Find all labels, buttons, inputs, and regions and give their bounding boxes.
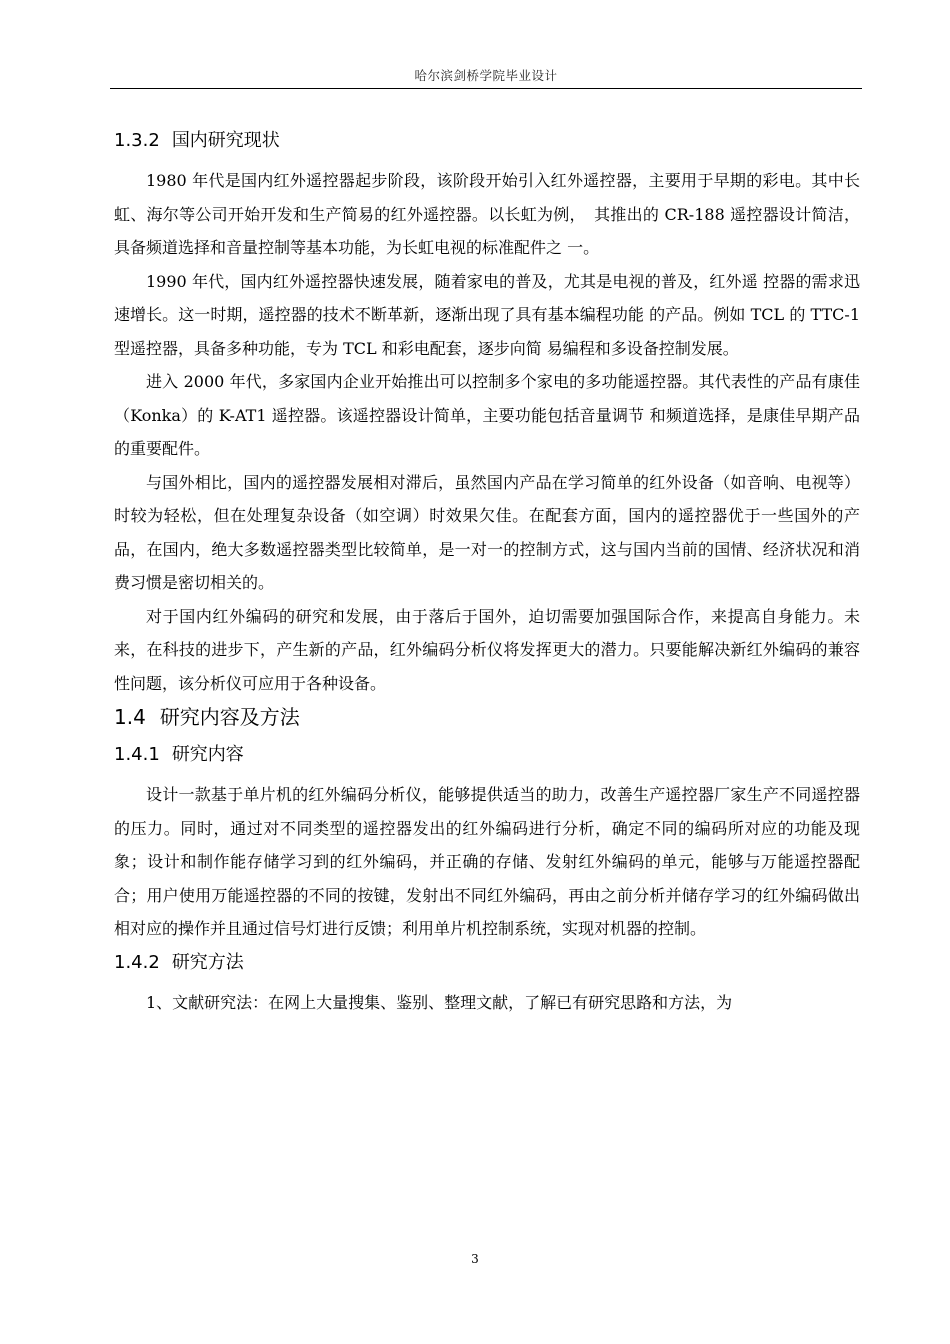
paragraph-1990s: 1990 年代，国内红外遥控器快速发展，随着家电的普及，尤其是电视的普及，红外遥 控器的需求迅速增长。这一时期，遥控器的技术不断革新，逐渐出现了具有基本编程功能 的产品。例如 TCL 的 TTC-1 型遥控器，具备多种功能，专为 TCL 和彩电配套，逐步向简 易编程和多设备控制发展。 — [114, 271, 860, 358]
section-number: 1.4.2 — [114, 951, 160, 973]
paragraph-comparison: 与国外相比，国内的遥控器发展相对滞后，虽然国内产品在学习简单的红外设备（如音响、电视等）时较为轻松，但在处理复杂设备（如空调）时效果欠佳。在配套方面，国内的遥控器优于一些国外的产品，在国内，绝大多数遥控器类型比较简单，是一对一的控制方式，这与国内当前的国情、经济状况和消费习惯是密切相关的。 — [114, 472, 860, 592]
section-number: 1.4.1 — [114, 744, 160, 765]
document-body — [114, 126, 860, 1019]
paragraph-research-method-1: 1、文献研究法：在网上大量搜集、鉴别、整理文献，了解已有研究思路和方法，为 — [146, 992, 733, 1012]
header-divider — [110, 88, 862, 89]
section-heading-1-4-1 — [114, 740, 860, 778]
section-title: 国内研究现状 — [171, 130, 280, 151]
section-title: 研究内容 — [171, 744, 244, 765]
page-number: 3 — [471, 1252, 479, 1266]
paragraph-2000s: 进入 2000 年代，多家国内企业开始推出可以控制多个家电的多功能遥控器。其代表性的产品有康佳（Konka）的 K-AT1 遥控器。该遥控器设计简单，主要功能包括音量调节 和频道选择，是康佳早期产品的重要配件。 — [114, 372, 860, 458]
paragraph-future: 对于国内红外编码的研究和发展，由于落后于国外，迫切需要加强国际合作，来提高自身能力。未来，在科技的进步下，产生新的产品，红外编码分析仪将发挥更大的潜力。只要能解决新红外编码的兼容性问题，该分析仪可应用于各种设备。 — [114, 606, 860, 693]
section-title: 研究内容及方法 — [159, 705, 300, 729]
section-heading-1-3-2 — [114, 126, 860, 164]
section-number: 1.4 — [114, 705, 146, 729]
section-number: 1.3.2 — [114, 130, 160, 151]
page-header-title: 哈尔滨剑桥学院毕业设计 — [414, 68, 558, 83]
section-heading-1-4-2 — [114, 948, 860, 986]
section-title: 研究方法 — [171, 951, 244, 973]
section-heading-1-4 — [114, 702, 860, 740]
paragraph-research-content: 设计一款基于单片机的红外编码分析仪，能够提供适当的助力，改善生产遥控器厂家生产不同遥控器的压力。同时，通过对不同类型的遥控器发出的红外编码进行分析，确定不同的编码所对应的功能及现象；设计和制作能存储学习到的红外编码，并正确的存储、发射红外编码的单元，能够与万能遥控器配合；用户使用万能遥控器的不同的按键，发射出不同红外编码，再由之前分析并储存学习的红外编码做出相对应的操作并且通过信号灯进行反馈；利用单片机控制系统，实现对机器的控制。 — [114, 785, 860, 938]
paragraph-1980s: 1980 年代是国内红外遥控器起步阶段，该阶段开始引入红外遥控器，主要用于早期的彩电。其中长虹、海尔等公司开始开发和生产简易的红外遥控器。以长虹为例， 其推出的 CR-188 遥控器设计简洁，具备频道选择和音量控制等基本功能，为长虹电视的标准配件之 一。 — [114, 171, 860, 257]
